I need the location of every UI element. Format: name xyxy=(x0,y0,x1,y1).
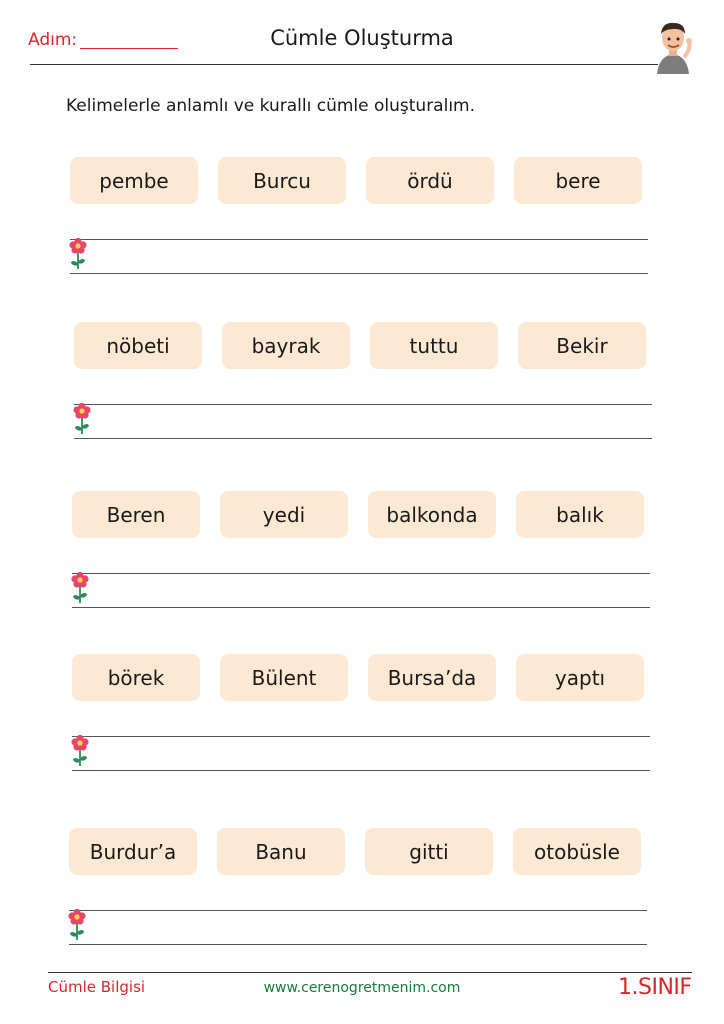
writing-line-bottom xyxy=(72,770,650,771)
footer-grade: 1.SINIF xyxy=(618,975,692,1000)
writing-line-top[interactable] xyxy=(72,736,650,737)
flower-icon xyxy=(70,571,90,607)
word-card[interactable]: tuttu xyxy=(370,322,498,369)
word-card[interactable]: Banu xyxy=(217,828,345,875)
header-divider xyxy=(30,64,658,65)
word-card[interactable]: otobüsle xyxy=(513,828,641,875)
boy-avatar-illustration xyxy=(653,18,693,74)
writing-line-top[interactable] xyxy=(72,573,650,574)
flower-icon xyxy=(68,237,88,273)
name-label: Adım: xyxy=(28,30,78,50)
word-card[interactable]: Bekir xyxy=(518,322,646,369)
word-card[interactable]: börek xyxy=(72,654,200,701)
writing-line-bottom xyxy=(74,438,652,439)
footer-divider xyxy=(48,972,692,973)
page-title: Cümle Oluşturma xyxy=(270,26,454,50)
word-card[interactable]: nöbeti xyxy=(74,322,202,369)
flower-icon xyxy=(70,734,90,770)
word-card[interactable]: bere xyxy=(514,157,642,204)
word-card[interactable]: yaptı xyxy=(516,654,644,701)
writing-line-bottom xyxy=(70,273,648,274)
word-card[interactable]: Beren xyxy=(72,491,200,538)
word-card[interactable]: Burcu xyxy=(218,157,346,204)
word-card[interactable]: balık xyxy=(516,491,644,538)
word-card[interactable]: balkonda xyxy=(368,491,496,538)
writing-line-top[interactable] xyxy=(70,239,648,240)
word-card[interactable]: Bülent xyxy=(220,654,348,701)
word-card[interactable]: gitti xyxy=(365,828,493,875)
footer-website[interactable]: www.cerenogretmenim.com xyxy=(263,980,461,996)
writing-line-bottom xyxy=(69,944,647,945)
writing-line-top[interactable] xyxy=(74,404,652,405)
word-card[interactable]: pembe xyxy=(70,157,198,204)
word-card[interactable]: bayrak xyxy=(222,322,350,369)
word-card[interactable]: Bursa’da xyxy=(368,654,496,701)
writing-line-top[interactable] xyxy=(69,910,647,911)
word-card[interactable]: ördü xyxy=(366,157,494,204)
flower-icon xyxy=(72,402,92,438)
instruction-text: Kelimelerle anlamlı ve kurallı cümle oluşturalım. xyxy=(66,96,476,116)
flower-icon xyxy=(67,908,87,944)
word-card[interactable]: Burdur’a xyxy=(69,828,197,875)
footer-subject: Cümle Bilgisi xyxy=(48,978,146,996)
word-card[interactable]: yedi xyxy=(220,491,348,538)
writing-line-bottom xyxy=(72,607,650,608)
